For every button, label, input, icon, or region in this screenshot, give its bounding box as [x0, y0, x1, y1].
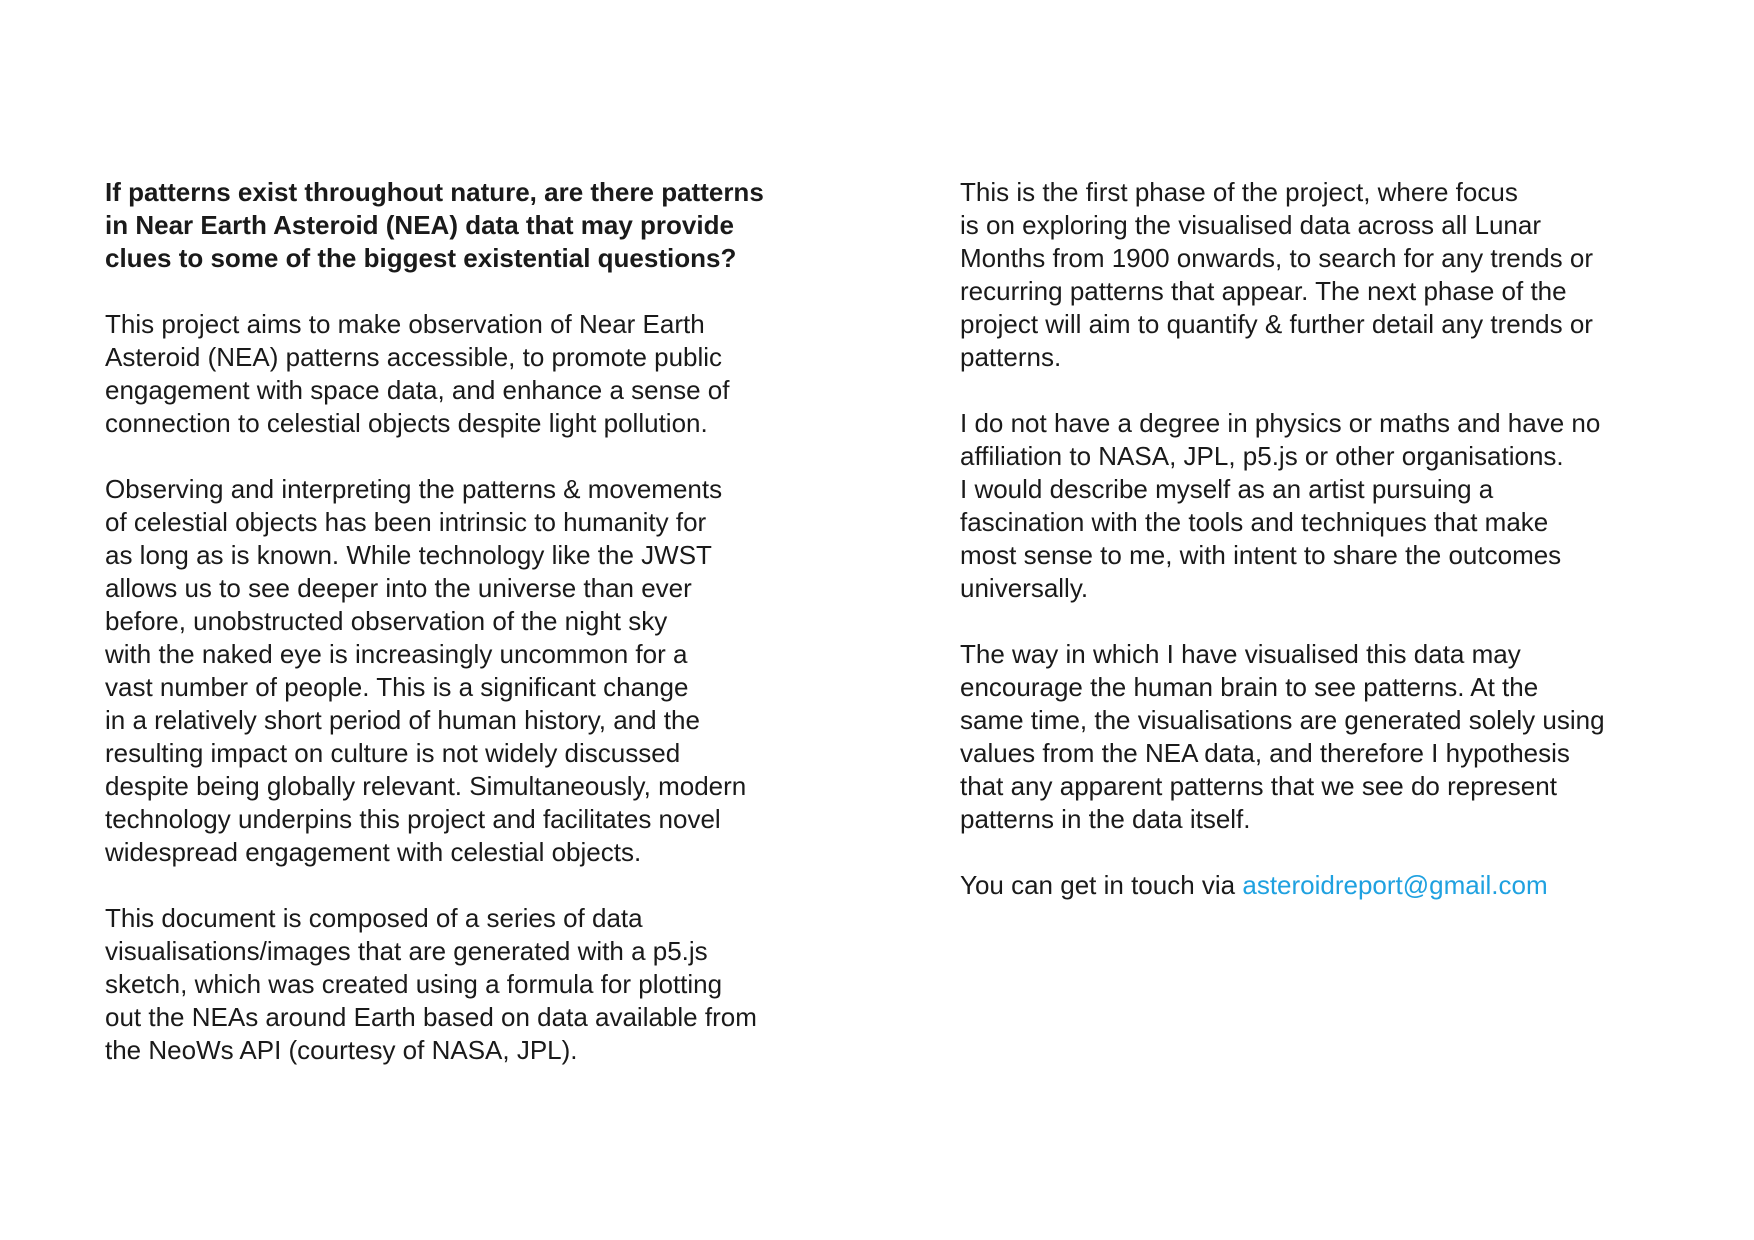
- contact-prefix: You can get in touch via: [960, 870, 1243, 900]
- text-line: visualisations/images that are generated with a p5.js: [105, 936, 708, 966]
- text-line: engagement with space data, and enhance a sense of: [105, 375, 730, 405]
- heading-line: in Near Earth Asteroid (NEA) data that may provide: [105, 210, 734, 240]
- text-line: recurring patterns that appear. The next phase of the: [960, 276, 1567, 306]
- right-column: [960, 176, 1660, 935]
- text-line: project will aim to quantify & further detail any trends or: [960, 309, 1593, 339]
- text-line: This project aims to make observation of Near Earth: [105, 309, 705, 339]
- text-line: same time, the visualisations are generated solely using: [960, 705, 1605, 735]
- text-line: the NeoWs API (courtesy of NASA, JPL).: [105, 1035, 578, 1065]
- project-phase-paragraph: [960, 176, 1660, 374]
- text-line: I do not have a degree in physics or maths and have no: [960, 408, 1601, 438]
- text-line: I would describe myself as an artist pursuing a: [960, 474, 1494, 504]
- text-line: despite being globally relevant. Simultaneously, modern: [105, 771, 747, 801]
- text-line: allows us to see deeper into the universe than ever: [105, 573, 692, 603]
- left-column: [105, 176, 805, 1100]
- text-line: Asteroid (NEA) patterns accessible, to promote public: [105, 342, 723, 372]
- text-line: This is the first phase of the project, where focus: [960, 177, 1518, 207]
- text-line: fascination with the tools and techniques that make: [960, 507, 1549, 537]
- text-line: of celestial objects has been intrinsic to humanity for: [105, 507, 707, 537]
- text-line: Months from 1900 onwards, to search for any trends or: [960, 243, 1593, 273]
- visualisation-method-paragraph: [960, 638, 1660, 836]
- project-aims-paragraph: [105, 308, 805, 440]
- text-line: affiliation to NASA, JPL, p5.js or other organisations.: [960, 441, 1564, 471]
- contact-line: [960, 869, 1660, 902]
- text-line: This document is composed of a series of data: [105, 903, 643, 933]
- text-line: out the NEAs around Earth based on data available from: [105, 1002, 757, 1032]
- document-composition-paragraph: [105, 902, 805, 1067]
- text-line: sketch, which was created using a formula for plotting: [105, 969, 723, 999]
- text-line: encourage the human brain to see patterns. At the: [960, 672, 1539, 702]
- author-background-paragraph: [960, 407, 1660, 605]
- text-line: connection to celestial objects despite light pollution.: [105, 408, 708, 438]
- text-line: widespread engagement with celestial objects.: [105, 837, 642, 867]
- text-line: universally.: [960, 573, 1089, 603]
- text-line: with the naked eye is increasingly uncommon for a: [105, 639, 688, 669]
- intro-question-heading: [105, 176, 805, 275]
- text-line: is on exploring the visualised data across all Lunar: [960, 210, 1542, 240]
- text-line: as long as is known. While technology like the JWST: [105, 540, 712, 570]
- text-line: most sense to me, with intent to share the outcomes: [960, 540, 1562, 570]
- text-line: values from the NEA data, and therefore I hypothesis: [960, 738, 1570, 768]
- text-line: in a relatively short period of human history, and the: [105, 705, 700, 735]
- text-line: Observing and interpreting the patterns & movements: [105, 474, 723, 504]
- text-line: vast number of people. This is a significant change: [105, 672, 689, 702]
- contact-email-link[interactable]: asteroidreport@gmail.com: [1242, 870, 1548, 900]
- heading-line: If patterns exist throughout nature, are there patterns: [105, 177, 764, 207]
- observation-context-paragraph: [105, 473, 805, 869]
- text-line: technology underpins this project and facilitates novel: [105, 804, 721, 834]
- heading-line: clues to some of the biggest existential questions?: [105, 243, 737, 273]
- text-line: patterns in the data itself.: [960, 804, 1251, 834]
- text-line: before, unobstructed observation of the night sky: [105, 606, 668, 636]
- text-line: patterns.: [960, 342, 1062, 372]
- text-line: resulting impact on culture is not widely discussed: [105, 738, 681, 768]
- text-line: The way in which I have visualised this data may: [960, 639, 1521, 669]
- text-line: that any apparent patterns that we see do represent: [960, 771, 1557, 801]
- contact-paragraph: [960, 869, 1660, 902]
